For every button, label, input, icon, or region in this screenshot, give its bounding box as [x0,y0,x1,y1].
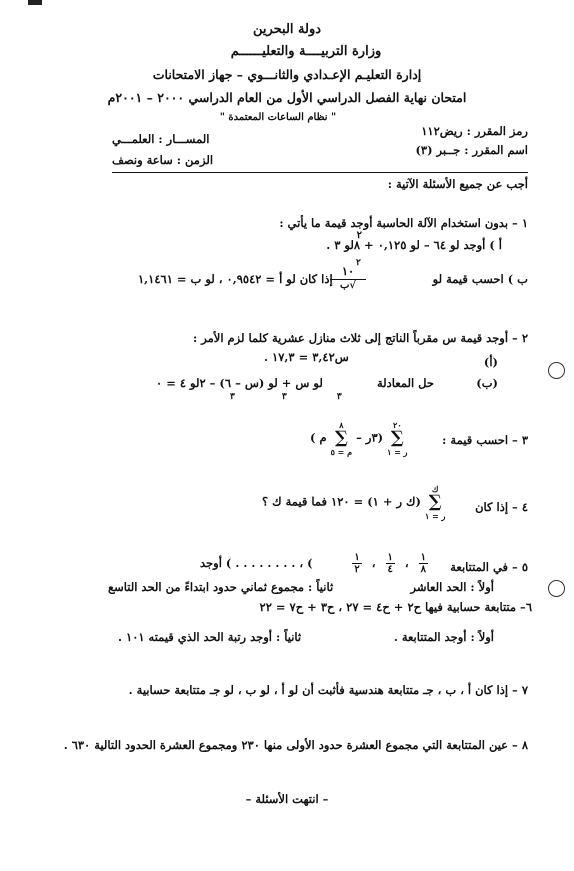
scan-mark [28,0,42,5]
instructions: أجب عن جميع الأسئلة الآتية : [387,177,528,191]
q5-term-3: $\frac{١}{٢}$ [354,552,360,575]
q2-intro: ٢ – أوجد قيمة س مقرباً الناتج إلى ثلاث منازل عشرية كلما لزم الأمر : [193,331,528,345]
q3-term-1: (٣ر – [356,430,384,445]
q1a-exponent: ٢ [356,230,362,241]
q6-intro: ٦– متتابعة حسابية فيها ح٢ + ح٤ = ٢٧ ، ح٣ + ح٧ = ٢٢ [259,600,532,614]
q2b-equation: لو س + لو (س – ٦) – ٢لو ٤ = ٠ [156,376,323,390]
q5-second: ثانياً : مجموع ثماني حدود ابتداءً من الحد التاسع [108,580,334,594]
q4-sum-lower: ر = ١ [424,511,446,521]
q8: ٨ – عين المتتابعة التي مجموع العشرة حدود الأولى منها ٢٣٠ ومجموع العشرة الحدود التالية ٦٣٠ . [63,738,528,752]
q5-first: أولاً : الحد العاشر [410,580,494,594]
q1b-numerator: ١٠ [330,264,366,280]
q3-sum-1-upper: ٢٠ [393,420,402,430]
course-name: اسم المقرر : جــبر (٣) [415,143,528,157]
header-exam: امتحان نهاية الفصل الدراسي الأول من العام الدراسي ٢٠٠٠ – ٢٠٠١م [107,90,467,105]
header-department: إدارة التعليـم الإعـدادي والثانـــوي – جهاز الامتحانات [152,67,422,82]
sigma-icon: ∑ [334,428,348,448]
sigma-icon: ∑ [390,428,404,448]
q4-sum-upper: ك [431,484,439,494]
q5-tail: ) ، . . . . . . . . ) أوجد [200,556,313,570]
q1-intro: ١ – بدون استخدام الآلة الحاسبة أوجد قيمة ما يأتي : [279,216,528,230]
q3-sum-2-upper: ٨ [339,420,344,430]
q3-label: ٣ – احسب قيمة : [442,433,528,447]
q1b-label: ب ) احسب قيمة لو [432,272,528,286]
q1b-denominator: √ب [340,280,356,291]
sigma-icon: ∑ [428,492,442,512]
q1b-given: إذا كان لو أ = ٠,٩٥٤٢ ، لو ب = ١,١٤٦١ [138,272,333,286]
q4-sum [425,484,445,521]
q3-sum-1 [387,420,407,457]
q5-sequence: $\frac{١}{٨}$ ، $\frac{١}{٤}$ ، $\frac{١}{٢}$ [354,552,426,575]
q1b-numerator-exponent: ٢ [356,258,361,268]
header-system: " نظام الساعات المعتمدة " [219,112,337,123]
exam-time: الزمن : ساعة ونصف [112,153,214,167]
q4-expression [262,484,445,521]
q3-sum-1-lower: ر = ١ [387,447,408,457]
q3-expression [310,420,408,457]
q2a-label: (أ) [483,355,498,369]
q1b-fraction [330,264,366,291]
q4-label: ٤ – إذا كان [475,500,528,514]
q5-label: ٥ – في المتتابعة [450,560,528,574]
q4-equation: (ك ر + ١) = ١٢٠ فما قيمة ك ؟ [262,494,421,509]
q2b-log-bases: ٣ ٣ ٣ [230,392,342,402]
q3-term-2: م ) [310,430,327,445]
q6-second: ثانياً : أوجد رتبة الحد الذي قيمته ١٠١ . [118,630,302,644]
header-country: دولة البحرين [252,22,322,37]
q2b-text: حل المعادلة [376,376,434,390]
q3-sum-2 [331,420,353,457]
q5-term-1: $\frac{١}{٨}$ [420,552,426,575]
punch-hole-top [548,362,565,379]
q7: ٧ – إذا كان أ ، ب ، جـ متتابعة هندسية فأثبت أن لو أ ، لو ب ، لو جـ متتابعة حسابية . [128,683,528,697]
q3-sum-2-lower: م = ٥ [330,447,353,457]
footer: – انتهت الأسئلة – [245,792,329,806]
header-ministry: وزارة التربيــــة والتعليــــــم [230,44,382,59]
q2a-equation: س٣,٤٢ = ١٧,٣ . [264,350,349,364]
track: المســـار : العلمـــي [112,132,210,146]
q2b-label: (ب) [476,376,498,390]
header-divider [112,172,528,173]
q6-first: أولاً : أوجد المتتابعة . [393,630,494,644]
punch-hole-bottom [548,580,565,597]
q1a: أ ) أوجد لو ٦٤ – لو ٠,١٢٥ + ٨لو ٣ . [326,238,502,252]
course-code: رمز المقرر : ريض١١٢ [421,124,528,138]
q5-term-2: $\frac{١}{٤}$ [387,552,393,575]
